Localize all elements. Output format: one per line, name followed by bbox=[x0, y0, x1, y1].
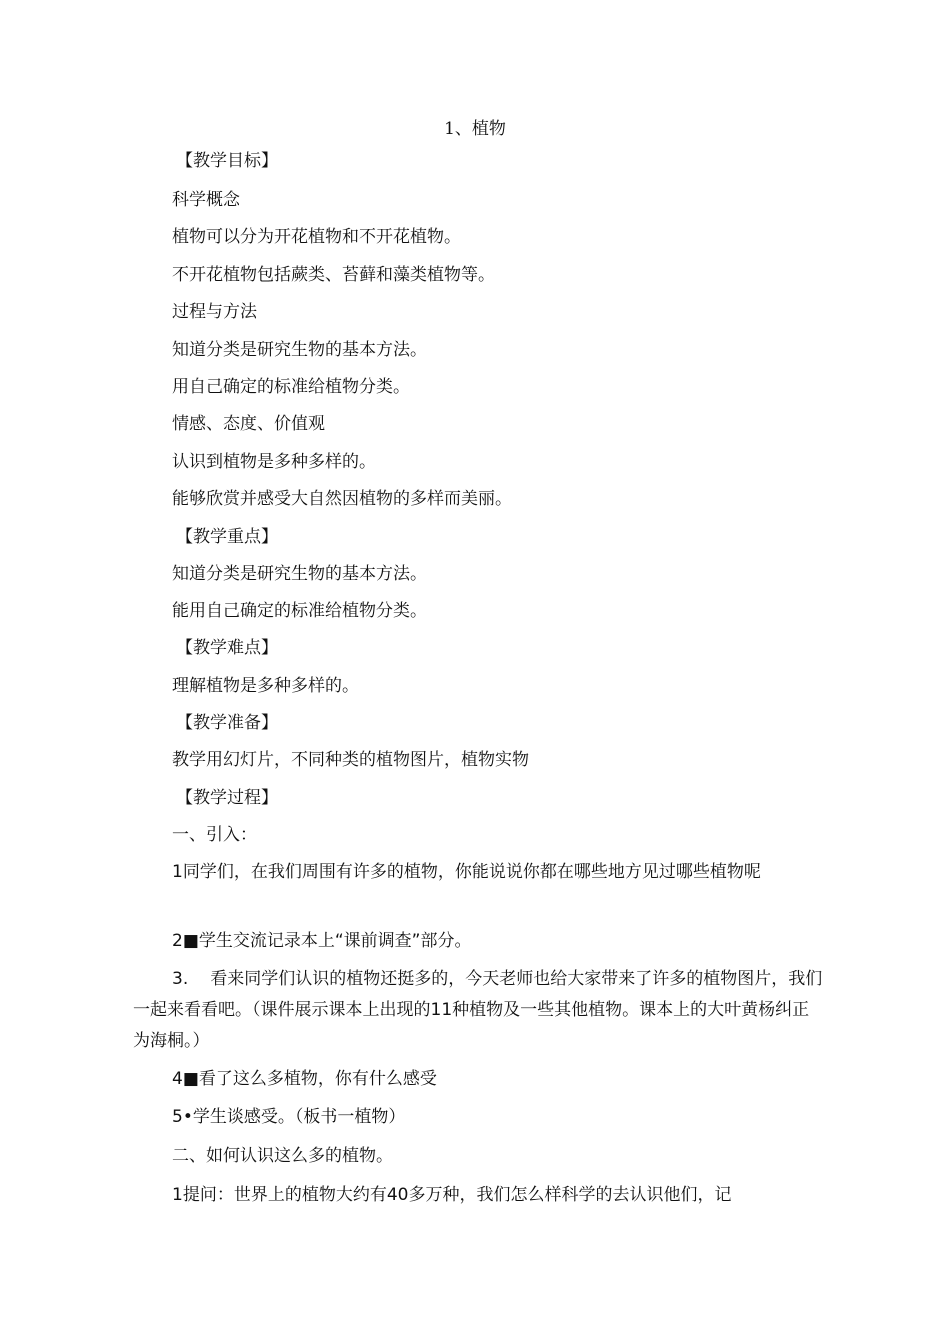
text-line: 用自己确定的标准给植物分类。 bbox=[172, 377, 410, 397]
text-line: 认识到植物是多种多样的。 bbox=[172, 452, 376, 472]
paragraph-3-number: 3. bbox=[172, 969, 189, 989]
text-line: 能用自己确定的标准给植物分类。 bbox=[172, 601, 427, 621]
text-line: 理解植物是多种多样的。 bbox=[172, 676, 359, 696]
text-line: 知道分类是研究生物的基本方法。 bbox=[172, 340, 427, 360]
paragraph-6: 1提问：世界上的植物大约有40多万种，我们怎么样科学的去认识他们，记 bbox=[172, 1185, 732, 1205]
text-line: 教学用幻灯片，不同种类的植物图片，植物实物 bbox=[172, 750, 529, 770]
heading-difficulties: 【教学难点】 bbox=[176, 638, 278, 658]
text-line: 植物可以分为开花植物和不开花植物。 bbox=[172, 227, 461, 247]
paragraph-3-text: 看来同学们认识的植物还挺多的，今天老师也给大家带来了许多的植物图片，我们一起来看看吧。（课件展示课本上出现的11种植物及一些其他植物。课本上的大叶黄杨纠正为海桐。） bbox=[133, 969, 823, 1051]
page-title: 1、植物 bbox=[444, 119, 506, 139]
section-2-heading: 二、如何认识这么多的植物。 bbox=[172, 1146, 393, 1166]
paragraph-1: 1同学们，在我们周围有许多的植物，你能说说你都在哪些地方见过哪些植物呢 bbox=[172, 862, 761, 882]
paragraph-5: 5•学生谈感受。（板书一植物） bbox=[172, 1107, 406, 1127]
paragraph-3 bbox=[133, 964, 823, 1057]
text-line: 能够欣赏并感受大自然因植物的多样而美丽。 bbox=[172, 489, 512, 509]
heading-teaching-goals: 【教学目标】 bbox=[176, 151, 278, 171]
text-line: 知道分类是研究生物的基本方法。 bbox=[172, 564, 427, 584]
subheading-science-concept: 科学概念 bbox=[172, 190, 240, 210]
text-line: 不开花植物包括蕨类、苔藓和藻类植物等。 bbox=[172, 265, 495, 285]
heading-teaching-process: 【教学过程】 bbox=[176, 788, 278, 808]
heading-key-points: 【教学重点】 bbox=[176, 527, 278, 547]
subheading-process-method: 过程与方法 bbox=[172, 302, 257, 322]
paragraph-2: 2■学生交流记录本上“课前调查”部分。 bbox=[172, 931, 472, 951]
subheading-attitude-values: 情感、态度、价值观 bbox=[172, 414, 325, 434]
paragraph-4: 4■看了这么多植物，你有什么感受 bbox=[172, 1069, 437, 1089]
heading-preparation: 【教学准备】 bbox=[176, 713, 278, 733]
section-intro: 一、引入： bbox=[172, 825, 257, 845]
